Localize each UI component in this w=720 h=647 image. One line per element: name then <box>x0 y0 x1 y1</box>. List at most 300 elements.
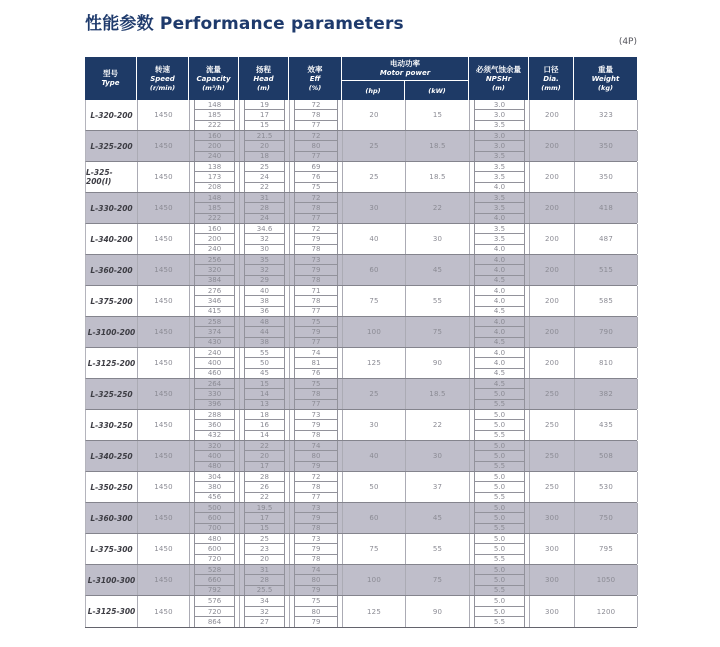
head-cell <box>240 131 290 161</box>
motor-kw-cell: 90 <box>406 596 470 627</box>
page-title: 性能参数 Performance parameters <box>85 14 404 34</box>
head-cell <box>240 441 290 471</box>
header-npshr-unit: (m) <box>492 83 505 92</box>
eff-value: 73 <box>295 410 337 420</box>
npshr-cell <box>470 131 530 161</box>
npshr-value: 5.5 <box>493 586 506 595</box>
eff-cell <box>290 286 343 316</box>
npshr-cell <box>470 193 530 223</box>
capacity-cell <box>190 348 240 378</box>
model-type-cell: L-325-250 <box>86 379 138 409</box>
speed-cell: 1450 <box>138 348 190 378</box>
header-eff-unit: (%) <box>308 83 322 92</box>
header-speed-zh: 转速 <box>155 64 170 74</box>
npshr-value: 5.0 <box>475 513 524 523</box>
npshr-value: 3.5 <box>475 162 524 172</box>
capacity-value: 600 <box>195 544 234 554</box>
head-value: 28 <box>245 203 284 213</box>
header-capacity-en: Capacity <box>196 74 231 83</box>
head-value: 17 <box>245 513 284 523</box>
npshr-value: 4.5 <box>493 338 506 347</box>
header-type-zh: 型号 <box>103 69 118 79</box>
motor-kw-cell: 18.5 <box>406 131 470 161</box>
npshr-value: 5.0 <box>475 482 524 492</box>
motor-hp-cell: 75 <box>343 286 406 316</box>
npshr-value: 5.5 <box>493 400 506 409</box>
eff-value: 76 <box>295 172 337 182</box>
col-header-motor-power <box>342 57 469 100</box>
npshr-value: 5.5 <box>493 462 506 471</box>
speed-cell: 1450 <box>138 441 190 471</box>
table-row <box>85 255 637 286</box>
header-weight-zh: 重量 <box>598 64 613 74</box>
motor-kw-cell: 15 <box>406 100 470 130</box>
eff-value: 74 <box>295 565 337 575</box>
capacity-value: 360 <box>195 420 234 430</box>
npshr-value: 5.5 <box>493 493 506 502</box>
head-cell <box>240 348 290 378</box>
head-cell <box>240 100 290 130</box>
npshr-value: 4.0 <box>475 358 524 368</box>
table-row <box>85 565 637 596</box>
dia-cell: 300 <box>530 565 575 595</box>
head-value: 14 <box>245 389 284 399</box>
header-motor-hp: (hp) <box>342 81 405 100</box>
motor-kw-cell: 18.5 <box>406 379 470 409</box>
npshr-value: 4.0 <box>475 317 524 327</box>
speed-cell: 1450 <box>138 100 190 130</box>
eff-value: 73 <box>295 503 337 513</box>
motor-hp-cell: 125 <box>343 348 406 378</box>
dia-cell: 250 <box>530 379 575 409</box>
npshr-value: 3.5 <box>475 203 524 213</box>
npshr-value: 5.0 <box>475 472 524 482</box>
eff-value: 78 <box>295 389 337 399</box>
head-cell <box>240 224 290 254</box>
eff-value: 80 <box>295 141 337 151</box>
capacity-value: 456 <box>207 493 222 502</box>
model-type-cell: L-320-200 <box>86 100 138 130</box>
head-value: 20 <box>260 555 269 564</box>
npshr-value: 3.5 <box>493 152 506 161</box>
head-value: 28 <box>245 472 284 482</box>
eff-cell <box>290 503 343 533</box>
capacity-cell <box>190 410 240 440</box>
header-head-en: Head <box>253 74 274 83</box>
capacity-cell <box>190 441 240 471</box>
head-cell <box>240 410 290 440</box>
eff-cell <box>290 255 343 285</box>
capacity-value: 288 <box>195 410 234 420</box>
npshr-value: 5.0 <box>475 596 524 607</box>
motor-kw-cell: 55 <box>406 534 470 564</box>
model-type-cell: L-3100-200 <box>86 317 138 347</box>
eff-value: 73 <box>295 534 337 544</box>
motor-kw-cell: 30 <box>406 441 470 471</box>
eff-cell <box>290 317 343 347</box>
header-type-en: Type <box>101 78 120 87</box>
head-value: 20 <box>245 141 284 151</box>
head-value: 23 <box>245 544 284 554</box>
speed-cell: 1450 <box>138 379 190 409</box>
eff-value: 79 <box>295 234 337 244</box>
eff-value: 81 <box>295 358 337 368</box>
head-cell <box>240 255 290 285</box>
npshr-value: 4.0 <box>475 265 524 275</box>
capacity-cell <box>190 565 240 595</box>
head-value: 31 <box>245 565 284 575</box>
weight-cell: 418 <box>575 193 638 223</box>
eff-cell <box>290 441 343 471</box>
head-value: 32 <box>245 234 284 244</box>
speed-cell: 1450 <box>138 131 190 161</box>
table-row <box>85 162 637 193</box>
head-value: 17 <box>245 110 284 120</box>
npshr-value: 5.5 <box>493 524 506 533</box>
npshr-cell <box>470 379 530 409</box>
eff-value: 78 <box>311 245 321 254</box>
header-capacity-zh: 流量 <box>206 64 221 74</box>
header-npshr-en: NPSHr <box>485 74 512 83</box>
capacity-value: 185 <box>195 203 234 213</box>
capacity-value: 320 <box>195 441 234 451</box>
head-value: 50 <box>245 358 284 368</box>
eff-value: 80 <box>295 607 337 618</box>
dia-cell: 200 <box>530 162 575 192</box>
eff-value: 78 <box>311 524 321 533</box>
capacity-cell <box>190 503 240 533</box>
npshr-cell <box>470 534 530 564</box>
dia-cell: 200 <box>530 193 575 223</box>
eff-cell <box>290 596 343 627</box>
head-value: 29 <box>260 276 269 285</box>
head-cell <box>240 379 290 409</box>
speed-cell: 1450 <box>138 472 190 502</box>
capacity-cell <box>190 131 240 161</box>
eff-cell <box>290 131 343 161</box>
capacity-cell <box>190 193 240 223</box>
npshr-value: 5.5 <box>493 618 506 627</box>
motor-kw-cell: 75 <box>406 317 470 347</box>
head-value: 44 <box>245 327 284 337</box>
motor-hp-cell: 125 <box>343 596 406 627</box>
header-capacity-unit: (m³/h) <box>202 83 225 92</box>
capacity-value: 432 <box>207 431 222 440</box>
eff-value: 75 <box>311 183 321 192</box>
eff-value: 78 <box>295 203 337 213</box>
dia-cell: 300 <box>530 503 575 533</box>
eff-value: 77 <box>311 214 321 223</box>
header-weight-unit: (kg) <box>598 83 613 92</box>
head-value: 18 <box>245 410 284 420</box>
npshr-value: 4.0 <box>493 183 506 192</box>
dia-cell: 200 <box>530 317 575 347</box>
motor-kw-cell: 37 <box>406 472 470 502</box>
motor-hp-cell: 100 <box>343 317 406 347</box>
dia-cell: 200 <box>530 100 575 130</box>
capacity-value: 200 <box>195 141 234 151</box>
npshr-cell <box>470 224 530 254</box>
eff-value: 72 <box>295 193 337 203</box>
header-head-unit: (m) <box>257 83 270 92</box>
capacity-cell <box>190 596 240 627</box>
eff-value: 78 <box>295 482 337 492</box>
npshr-value: 4.5 <box>475 379 524 389</box>
head-cell <box>240 534 290 564</box>
speed-cell: 1450 <box>138 255 190 285</box>
npshr-value: 3.5 <box>475 172 524 182</box>
npshr-cell <box>470 410 530 440</box>
capacity-value: 148 <box>195 100 234 110</box>
eff-value: 71 <box>295 286 337 296</box>
eff-cell <box>290 379 343 409</box>
capacity-value: 720 <box>207 555 222 564</box>
npshr-value: 3.5 <box>475 224 524 234</box>
motor-hp-cell: 40 <box>343 224 406 254</box>
capacity-value: 240 <box>207 245 222 254</box>
weight-cell: 515 <box>575 255 638 285</box>
capacity-cell <box>190 100 240 130</box>
npshr-cell <box>470 348 530 378</box>
eff-value: 79 <box>311 586 321 595</box>
table-row <box>85 534 637 565</box>
col-header-dia <box>529 57 574 100</box>
capacity-value: 430 <box>207 338 222 347</box>
motor-hp-cell: 20 <box>343 100 406 130</box>
model-type-cell: L-350-250 <box>86 472 138 502</box>
head-value: 34.6 <box>245 224 284 234</box>
eff-value: 76 <box>311 369 321 378</box>
npshr-cell <box>470 472 530 502</box>
weight-cell: 487 <box>575 224 638 254</box>
head-value: 25 <box>245 534 284 544</box>
capacity-value: 380 <box>195 482 234 492</box>
capacity-value: 304 <box>195 472 234 482</box>
header-dia-zh: 口径 <box>543 64 559 74</box>
capacity-cell <box>190 224 240 254</box>
model-type-cell: L-3100-300 <box>86 565 138 595</box>
npshr-value: 5.5 <box>493 431 506 440</box>
table-row <box>85 224 637 255</box>
eff-cell <box>290 472 343 502</box>
header-motor-power-zh: 电动功率 <box>390 59 420 69</box>
capacity-cell <box>190 317 240 347</box>
capacity-cell <box>190 162 240 192</box>
capacity-value: 258 <box>195 317 234 327</box>
capacity-value: 160 <box>195 131 234 141</box>
eff-value: 69 <box>295 162 337 172</box>
head-value: 55 <box>245 348 284 358</box>
model-type-cell: L-325-200 <box>86 131 138 161</box>
eff-value: 80 <box>295 575 337 585</box>
head-value: 19 <box>245 100 284 110</box>
capacity-value: 330 <box>195 389 234 399</box>
eff-value: 72 <box>295 131 337 141</box>
eff-cell <box>290 348 343 378</box>
npshr-value: 3.0 <box>475 131 524 141</box>
head-value: 38 <box>260 338 269 347</box>
motor-kw-cell: 45 <box>406 255 470 285</box>
head-cell <box>240 503 290 533</box>
eff-value: 75 <box>295 317 337 327</box>
capacity-value: 256 <box>195 255 234 265</box>
head-value: 22 <box>245 441 284 451</box>
motor-hp-cell: 25 <box>343 379 406 409</box>
model-type-cell: L-360-200 <box>86 255 138 285</box>
eff-value: 79 <box>295 544 337 554</box>
eff-value: 77 <box>311 493 321 502</box>
table-row <box>85 503 637 534</box>
motor-kw-cell: 45 <box>406 503 470 533</box>
performance-parameters-table <box>85 57 637 628</box>
dia-cell: 300 <box>530 534 575 564</box>
head-value: 24 <box>260 214 269 223</box>
capacity-value: 864 <box>207 618 222 627</box>
weight-cell: 350 <box>575 131 638 161</box>
capacity-value: 720 <box>195 607 234 618</box>
npshr-value: 5.0 <box>475 389 524 399</box>
capacity-value: 222 <box>207 214 222 223</box>
model-type-cell: L-340-200 <box>86 224 138 254</box>
capacity-value: 374 <box>195 327 234 337</box>
npshr-cell <box>470 255 530 285</box>
weight-cell: 382 <box>575 379 638 409</box>
head-value: 21.5 <box>245 131 284 141</box>
eff-value: 78 <box>311 276 321 285</box>
head-cell <box>240 565 290 595</box>
capacity-cell <box>190 534 240 564</box>
capacity-value: 480 <box>207 462 222 471</box>
table-row <box>85 596 637 627</box>
capacity-value: 320 <box>195 265 234 275</box>
npshr-value: 5.0 <box>475 544 524 554</box>
capacity-value: 346 <box>195 296 234 306</box>
eff-value: 72 <box>295 100 337 110</box>
capacity-value: 276 <box>195 286 234 296</box>
table-row <box>85 131 637 162</box>
eff-cell <box>290 162 343 192</box>
motor-hp-cell: 100 <box>343 565 406 595</box>
model-type-cell: L-330-200 <box>86 193 138 223</box>
motor-hp-cell: 25 <box>343 162 406 192</box>
capacity-value: 480 <box>195 534 234 544</box>
model-type-cell: L-375-300 <box>86 534 138 564</box>
npshr-cell <box>470 565 530 595</box>
head-value: 14 <box>260 431 269 440</box>
head-cell <box>240 162 290 192</box>
speed-cell: 1450 <box>138 503 190 533</box>
head-value: 18 <box>260 152 269 161</box>
capacity-value: 240 <box>207 152 222 161</box>
head-value: 31 <box>245 193 284 203</box>
model-type-cell: L-3125-200 <box>86 348 138 378</box>
capacity-cell <box>190 379 240 409</box>
npshr-value: 5.0 <box>475 410 524 420</box>
weight-cell: 530 <box>575 472 638 502</box>
speed-cell: 1450 <box>138 534 190 564</box>
npshr-cell <box>470 503 530 533</box>
head-cell <box>240 472 290 502</box>
table-header-row <box>85 57 637 100</box>
table-row <box>85 100 637 131</box>
npshr-value: 3.5 <box>475 234 524 244</box>
table-row <box>85 317 637 348</box>
capacity-value: 400 <box>195 451 234 461</box>
eff-value: 79 <box>295 327 337 337</box>
dia-cell: 200 <box>530 131 575 161</box>
npshr-value: 4.5 <box>493 307 506 316</box>
dia-cell: 200 <box>530 348 575 378</box>
motor-kw-cell: 18.5 <box>406 162 470 192</box>
capacity-value: 222 <box>207 121 222 130</box>
npshr-value: 4.0 <box>475 348 524 358</box>
motor-kw-cell: 90 <box>406 348 470 378</box>
capacity-value: 660 <box>195 575 234 585</box>
col-header-capacity <box>189 57 239 100</box>
speed-cell: 1450 <box>138 565 190 595</box>
model-type-cell: L-340-250 <box>86 441 138 471</box>
weight-cell: 810 <box>575 348 638 378</box>
table-row <box>85 379 637 410</box>
eff-cell <box>290 100 343 130</box>
eff-value: 79 <box>311 618 321 627</box>
capacity-value: 500 <box>195 503 234 513</box>
motor-hp-cell: 30 <box>343 410 406 440</box>
npshr-value: 4.0 <box>475 327 524 337</box>
motor-hp-cell: 60 <box>343 503 406 533</box>
npshr-value: 3.0 <box>475 110 524 120</box>
head-value: 32 <box>245 265 284 275</box>
model-type-cell: L-375-200 <box>86 286 138 316</box>
capacity-value: 148 <box>195 193 234 203</box>
eff-cell <box>290 224 343 254</box>
capacity-value: 528 <box>195 565 234 575</box>
head-value: 25 <box>245 162 284 172</box>
eff-value: 78 <box>311 555 321 564</box>
weight-cell: 790 <box>575 317 638 347</box>
capacity-value: 264 <box>195 379 234 389</box>
head-value: 28 <box>245 575 284 585</box>
dia-cell: 250 <box>530 410 575 440</box>
header-npshr-zh: 必须气蚀余量 <box>476 64 521 74</box>
motor-kw-cell: 30 <box>406 224 470 254</box>
head-value: 15 <box>245 379 284 389</box>
npshr-cell <box>470 317 530 347</box>
eff-value: 72 <box>295 472 337 482</box>
head-cell <box>240 317 290 347</box>
npshr-value: 4.5 <box>493 369 506 378</box>
header-dia-unit: (mm) <box>541 83 561 92</box>
npshr-cell <box>470 100 530 130</box>
motor-kw-cell: 75 <box>406 565 470 595</box>
head-value: 19.5 <box>245 503 284 513</box>
header-head-zh: 扬程 <box>256 64 271 74</box>
motor-kw-cell: 22 <box>406 193 470 223</box>
npshr-value: 3.0 <box>475 100 524 110</box>
col-header-type <box>85 57 137 100</box>
col-header-npshr <box>469 57 529 100</box>
head-value: 48 <box>245 317 284 327</box>
capacity-value: 173 <box>195 172 234 182</box>
weight-cell: 585 <box>575 286 638 316</box>
npshr-value: 5.0 <box>475 420 524 430</box>
header-motor-power-title <box>342 57 468 80</box>
speed-cell: 1450 <box>138 162 190 192</box>
col-header-head <box>239 57 289 100</box>
weight-cell: 750 <box>575 503 638 533</box>
eff-value: 77 <box>311 400 321 409</box>
npshr-value: 4.0 <box>475 255 524 265</box>
